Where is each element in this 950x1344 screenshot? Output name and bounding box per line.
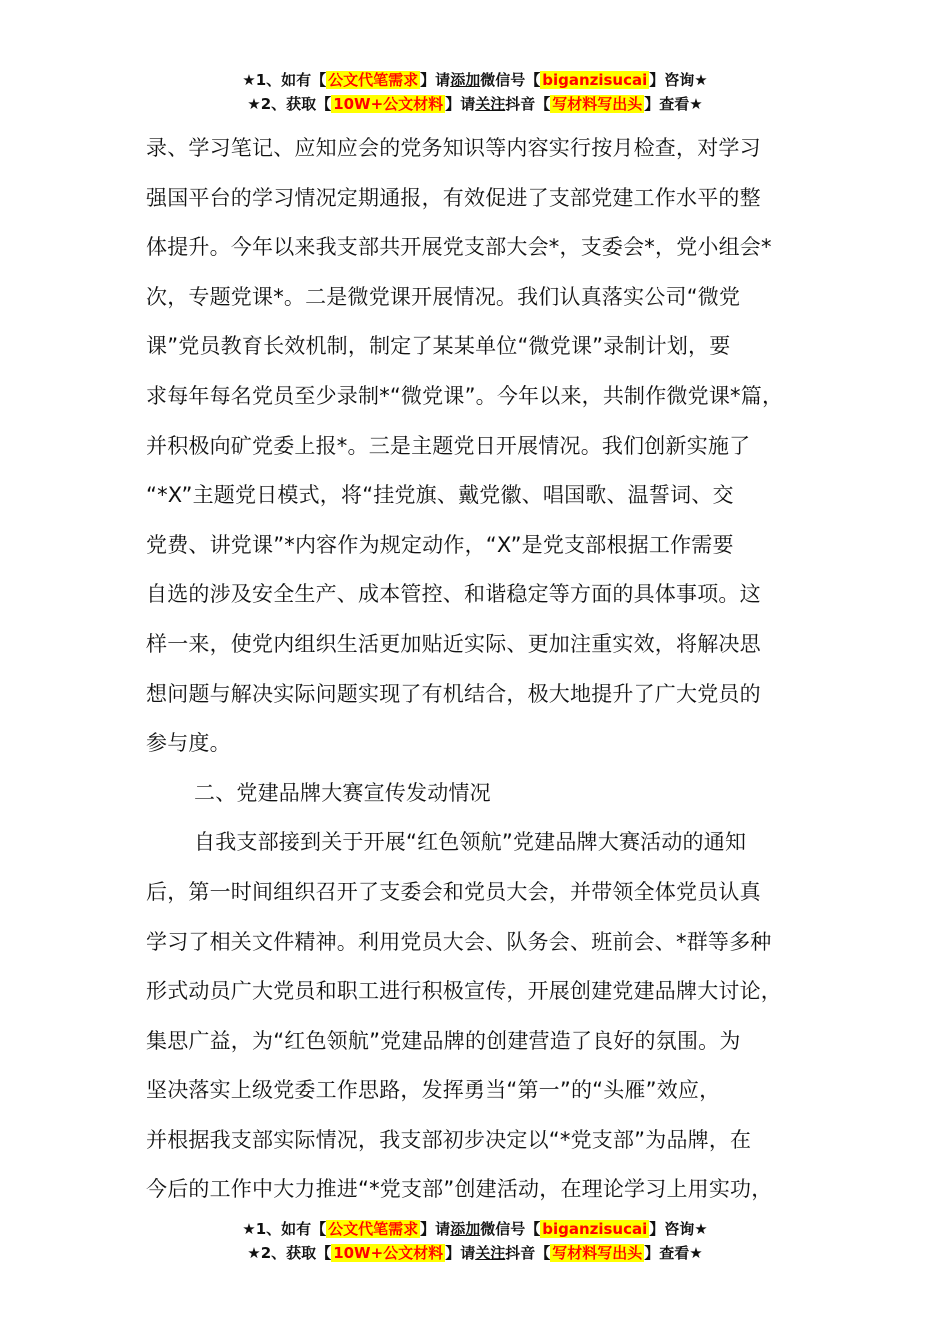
body-line: 并根据我支部实际情况，我支部初步决定以“*党支部”为品牌，在 bbox=[146, 1127, 752, 1152]
banner-text: 微信号【 bbox=[480, 1220, 541, 1238]
banner-line-2 bbox=[0, 92, 950, 116]
banner-text: 】请 bbox=[445, 95, 476, 113]
body-line: 强国平台的学习情况定期通报，有效促进了支部党建工作水平的整 bbox=[146, 185, 761, 210]
body-line: 坚决落实上级党委工作思路，发挥勇当“第一”的“头雁”效应， bbox=[146, 1078, 721, 1103]
banner-underlined-text: 关注 bbox=[475, 1244, 506, 1262]
body-line: 党费、讲党课”*内容作为规定动作，“X”是党支部根据工作需要 bbox=[146, 532, 734, 557]
body-line: 次，专题党课*。二是微党课开展情况。我们认真落实公司“微党 bbox=[146, 284, 741, 309]
footer-banner bbox=[0, 1217, 950, 1265]
banner-highlight: biganzisucai bbox=[542, 71, 648, 89]
section-heading: 二、党建品牌大赛宣传发动情况 bbox=[194, 780, 491, 805]
body-line: 后，第一时间组织召开了支委会和党员大会，并带领全体党员认真 bbox=[146, 879, 761, 904]
body-line: 课”党员教育长效机制，制定了某某单位“微党课”录制计划，要 bbox=[146, 334, 731, 359]
body-line: 参与度。 bbox=[146, 731, 231, 756]
banner-highlight: biganzisucai bbox=[542, 1220, 648, 1238]
banner-underlined-text: 添加 bbox=[450, 1220, 481, 1238]
body-line: 录、学习笔记、应知应会的党务知识等内容实行按月检查，对学习 bbox=[146, 136, 761, 160]
banner-highlight: 10W+公文材料 bbox=[333, 1244, 444, 1262]
banner-text: 】请 bbox=[445, 1244, 476, 1262]
body-line: 并积极向矿党委上报*。三是主题党日开展情况。我们创新实施了 bbox=[146, 433, 751, 458]
body-line: 自我支部接到关于开展“红色领航”党建品牌大赛活动的通知 bbox=[194, 830, 747, 855]
banner-underlined-text: 添加 bbox=[450, 71, 481, 89]
banner-highlight: 10W+公文材料 bbox=[333, 95, 444, 113]
body-line: 今后的工作中大力推进“*党支部”创建活动，在理论学习上用实功， bbox=[146, 1177, 773, 1202]
banner-highlight: 写材料写出头 bbox=[552, 1244, 643, 1262]
banner-text: ★1、如有【 bbox=[242, 1220, 327, 1238]
banner-text: 】请 bbox=[420, 71, 451, 89]
body-line: 集思广益，为“红色领航”党建品牌的创建营造了良好的氛围。为 bbox=[146, 1028, 741, 1053]
banner-text: ★1、如有【 bbox=[242, 71, 327, 89]
banner-highlight: 公文代笔需求 bbox=[328, 1220, 419, 1238]
banner-underlined-text: 关注 bbox=[475, 95, 506, 113]
banner-text: 抖音【 bbox=[505, 1244, 551, 1262]
banner-text: ★2、获取【 bbox=[247, 95, 332, 113]
body-line: 自选的涉及安全生产、成本管控、和谐稳定等方面的具体事项。这 bbox=[146, 582, 761, 607]
banner-text: 】查看★ bbox=[644, 1244, 703, 1262]
banner-text: 】请 bbox=[420, 1220, 451, 1238]
body-line: 求每年每名党员至少录制*“微党课”。今年以来，共制作微党课*篇， bbox=[146, 383, 784, 408]
banner-text: 】咨询★ bbox=[649, 71, 708, 89]
body-line: 学习了相关文件精神。利用党员大会、队务会、班前会、*群等多种 bbox=[146, 929, 772, 954]
body-line: 样一来，使党内组织生活更加贴近实际、更加注重实效，将解决思 bbox=[146, 631, 761, 656]
banner-text: 】咨询★ bbox=[649, 1220, 708, 1238]
banner-text: 抖音【 bbox=[505, 95, 551, 113]
banner-text: 】查看★ bbox=[644, 95, 703, 113]
banner-line-2 bbox=[0, 1241, 950, 1265]
body-line: 想问题与解决实际问题实现了有机结合，极大地提升了广大党员的 bbox=[146, 681, 761, 706]
header-banner bbox=[0, 68, 950, 116]
banner-text: 微信号【 bbox=[480, 71, 541, 89]
banner-line-1 bbox=[0, 1217, 950, 1241]
banner-text: ★2、获取【 bbox=[247, 1244, 332, 1262]
document-body bbox=[146, 124, 836, 1215]
body-line: 形式动员广大党员和职工进行积极宣传，开展创建党建品牌大讨论， bbox=[146, 979, 782, 1004]
banner-highlight: 公文代笔需求 bbox=[328, 71, 419, 89]
banner-line-1 bbox=[0, 68, 950, 92]
body-line: “*X”主题党日模式，将“挂党旗、戴党徽、唱国歌、温誓词、交 bbox=[146, 483, 734, 508]
body-line: 体提升。今年以来我支部共开展党支部大会*，支委会*，党小组会* bbox=[146, 235, 772, 260]
banner-highlight: 写材料写出头 bbox=[552, 95, 643, 113]
